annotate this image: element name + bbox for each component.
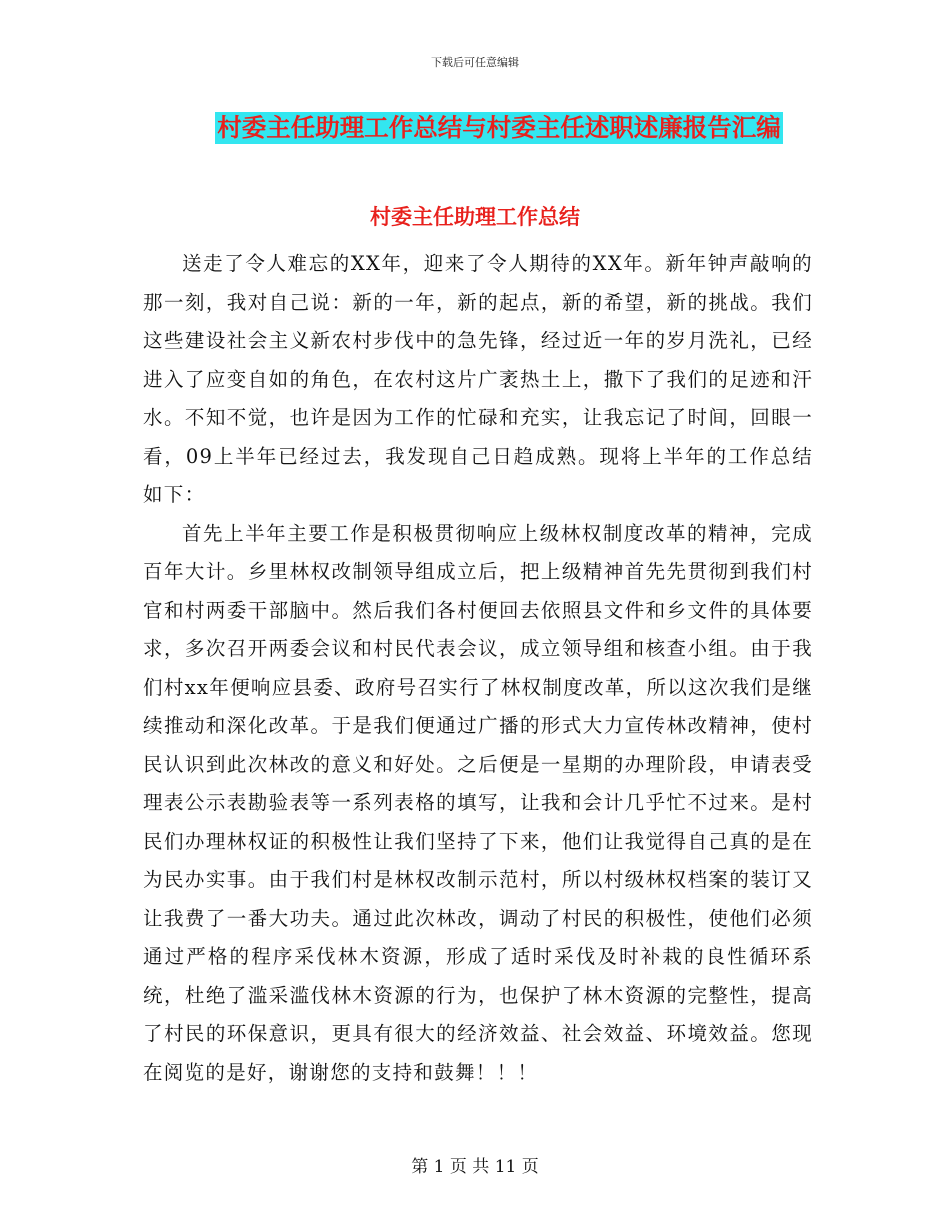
page-number: 第 1 页 共 11 页: [411, 1157, 539, 1177]
paragraph: 送走了令人难忘的XX年，迎来了令人期待的XX年。新年钟声敲响的那一刻，我对自己说：新的一年，新的起点，新的希望，新的挑战。我们这些建设社会主义新农村步伐中的急先锋，经过近一年的岁月洗礼，已经进入了应变自如的角色，在农村这片广袤热土上，撒下了我们的足迹和汗水。不知不觉，也许是因为工作的忙碌和充实，让我忘记了时间，回眼一看，09上半年已经过去，我发现自己日趋成熟。现将上半年的工作总结如下：: [143, 252, 813, 506]
main-title: 村委主任助理工作总结与村委主任述职述廉报告汇编: [217, 113, 781, 142]
main-title-container: [0, 112, 950, 144]
document-body: [143, 245, 813, 1092]
section-title: 村委主任助理工作总结: [370, 204, 580, 229]
paragraph: 首先上半年主要工作是积极贯彻响应上级林权制度改革的精神，完成百年大计。乡里林权改制领导组成立后，把上级精神首先先贯彻到我们村官和村两委干部脑中。然后我们各村便回去依照县文件和乡文件的具体要求，多次召开两委会议和村民代表会议，成立领导组和核查小组。由于我们村xx年便响应县委、政府号召实行了林权制度改革，所以这次我们是继续推动和深化改革。于是我们便通过广播的形式大力宣传林改精神，使村民认识到此次林改的意义和好处。之后便是一星期的办理阶段，申请表受理表公示表勘验表等一系列表格的填写，让我和会计几乎忙不过来。是村民们办理林权证的积极性让我们坚持了下来，他们让我觉得自己真的是在为民办实事。由于我们村是林权改制示范村，所以村级林权档案的装订又让我费了一番大功夫。通过此次林改，调动了村民的积极性，使他们必须通过严格的程序采伐林木资源，形成了适时采伐及时补栽的良性循环系统，杜绝了滥采滥伐林木资源的行为，也保护了林木资源的完整性，提高了村民的环保意识，更具有很大的经济效益、社会效益、环境效益。您现在阅览的是好，谢谢您的支持和鼓舞！！！: [143, 521, 813, 1084]
header-note: 下载后可任意编辑: [431, 56, 519, 69]
